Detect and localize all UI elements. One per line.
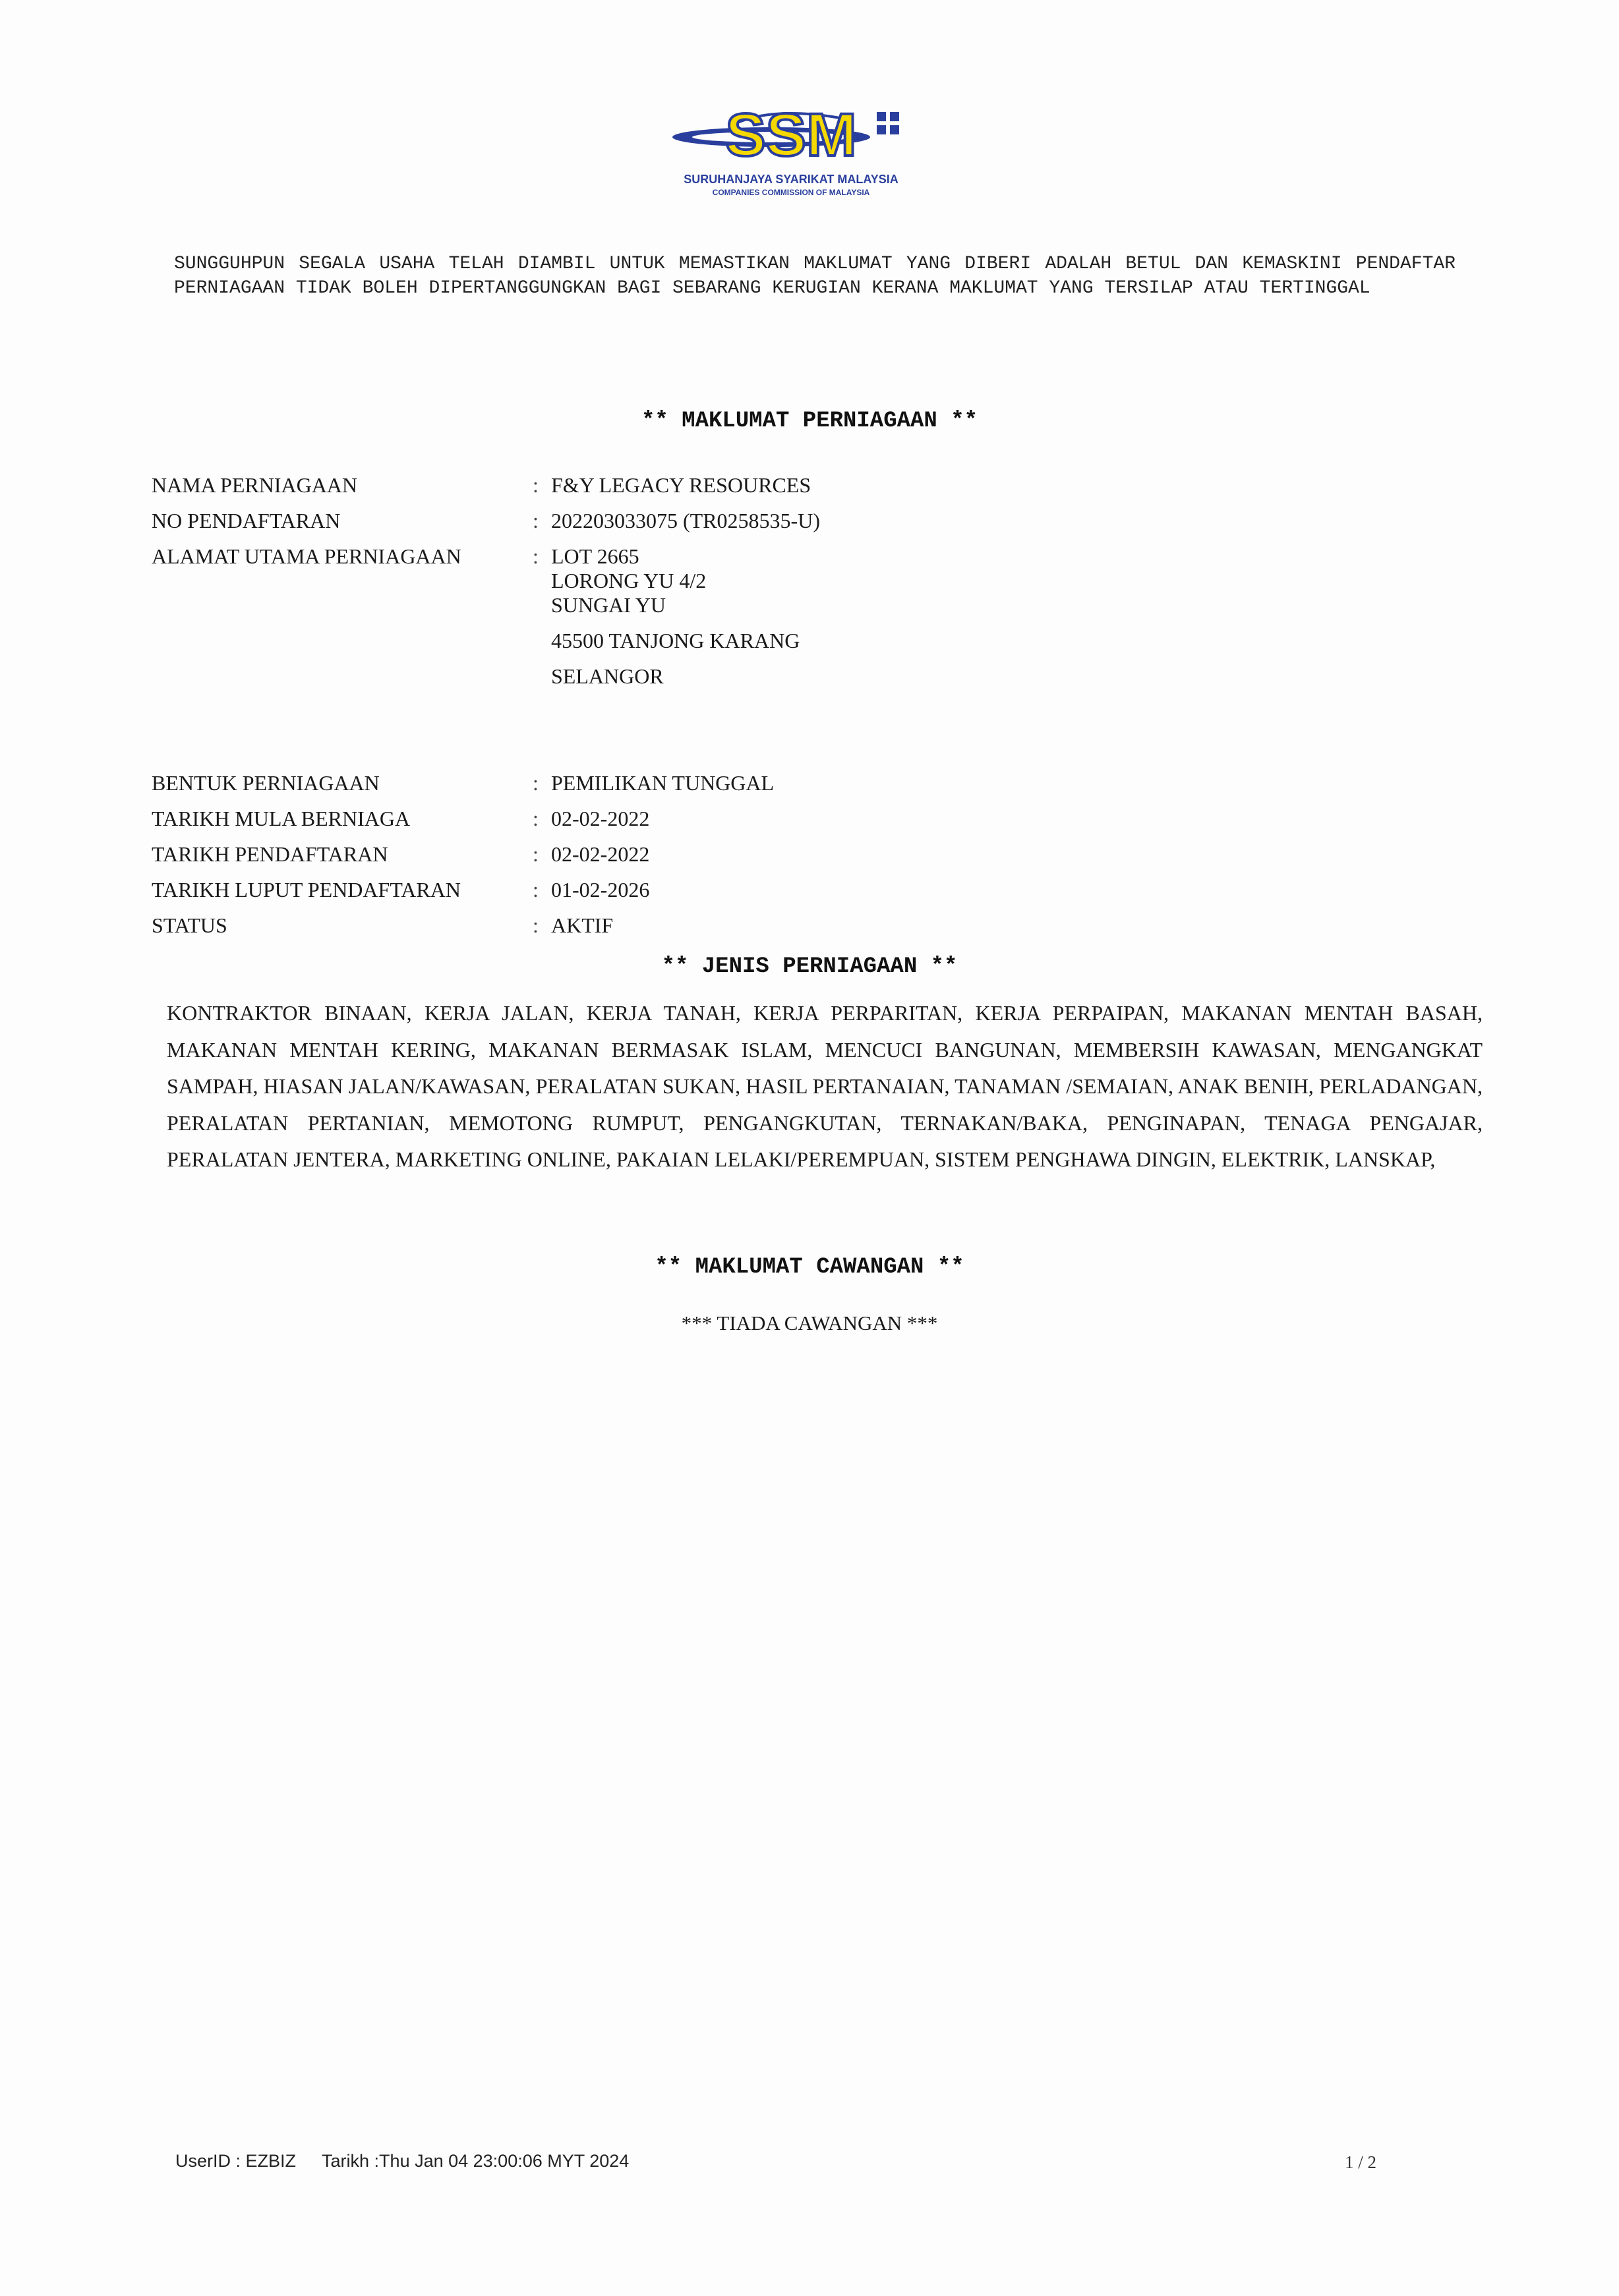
- status-value: AKTIF: [551, 913, 614, 937]
- colon: :: [533, 807, 539, 830]
- colon: :: [533, 473, 539, 497]
- business-type-heading: ** JENIS PERNIAGAAN **: [661, 954, 958, 979]
- colon: :: [533, 842, 539, 866]
- address-line: SELANGOR: [551, 664, 664, 688]
- address-line: LORONG YU 4/2: [551, 569, 707, 592]
- disclaimer-text: SUNGGUHPUN SEGALA USAHA TELAH DIAMBIL UNTUK MEMASTIKAN MAKLUMAT YANG DIBERI ADALAH BETUL DAN KEMASKINI PENDAFTAR PERNIAGAAN TIDAK BOLEH DIPERTANGGUNGKAN BAGI SEBARANG KERUGIAN KERANA MAKLUMAT YANG TERSILAP ATAU TERTINGGAL: [174, 254, 1456, 299]
- address-line: LOT 2665: [551, 544, 639, 568]
- colon: :: [533, 509, 539, 532]
- business-form-value: PEMILIKAN TUNGGAL: [551, 771, 775, 795]
- business-info-heading: ** MAKLUMAT PERNIAGAAN **: [641, 409, 978, 434]
- field-label: BENTUK PERNIAGAAN: [152, 771, 380, 795]
- field-label: ALAMAT UTAMA PERNIAGAAN: [152, 544, 461, 568]
- footer-date: Tarikh :Thu Jan 04 23:00:06 MYT 2024: [322, 2151, 630, 2171]
- colon: :: [533, 913, 539, 937]
- footer-meta: [175, 2151, 650, 2171]
- branch-info-heading: ** MAKLUMAT CAWANGAN **: [655, 1255, 964, 1280]
- colon: :: [533, 771, 539, 795]
- reg-no-value: 202203033075 (TR0258535-U): [551, 509, 820, 532]
- business-type-text: KONTRAKTOR BINAAN, KERJA JALAN, KERJA TANAH, KERJA PERPARITAN, KERJA PERPAIPAN, MAKANAN MENTAH BASAH, MAKANAN MENTAH KERING, MAKANAN BERMASAK ISLAM, MENCUCI BANGUNAN, MEMBERSIH KAWASAN, MENGANGKAT SAMPAH, HIASAN JALAN/KAWASAN, PERALATAN SUKAN, HASIL PERTANAIAN, TANAMAN /SEMAIAN, ANAK BENIH, PERLADANGAN, PERALATAN PERTANIAN, MEMOTONG RUMPUT, PENGANGKUTAN, TERNAKAN/BAKA, PENGINAPAN, TENAGA PENGAJAR, PERALATAN JENTERA, MARKETING ONLINE, PAKAIAN LELAKI/PEREMPUAN, SISTEM PENGHAWA DINGIN, ELEKTRIK, LANSKAP,: [167, 1001, 1483, 1171]
- colon: :: [533, 544, 539, 568]
- business-name-value: F&Y LEGACY RESOURCES: [551, 473, 811, 497]
- field-label: TARIKH MULA BERNIAGA: [152, 807, 411, 830]
- page-number: 1 / 2: [1345, 2152, 1377, 2172]
- reg-date-value: 02-02-2022: [551, 842, 650, 866]
- logo-wordmark: SSM: [725, 101, 857, 169]
- field-label: TARIKH PENDAFTARAN: [152, 842, 388, 866]
- no-branch-text: *** TIADA CAWANGAN ***: [681, 1311, 938, 1335]
- address-value: [551, 544, 800, 689]
- address-line: SUNGAI YU: [551, 593, 666, 617]
- expiry-date-value: 01-02-2026: [551, 878, 650, 902]
- field-label: NAMA PERNIAGAAN: [152, 473, 358, 497]
- start-date-value: 02-02-2022: [551, 807, 650, 830]
- colon: :: [533, 878, 539, 902]
- footer-user-id: UserID : EZBIZ: [175, 2151, 297, 2171]
- field-label: TARIKH LUPUT PENDAFTARAN: [152, 878, 461, 902]
- logo-name-en: COMPANIES COMMISSION OF MALAYSIA: [712, 188, 870, 197]
- field-label: NO PENDAFTARAN: [152, 509, 341, 532]
- field-label: STATUS: [152, 913, 227, 937]
- logo-name-ms: SURUHANJAYA SYARIKAT MALAYSIA: [684, 173, 898, 186]
- ssm-logo: [672, 99, 936, 204]
- address-line: 45500 TANJONG KARANG: [551, 629, 800, 652]
